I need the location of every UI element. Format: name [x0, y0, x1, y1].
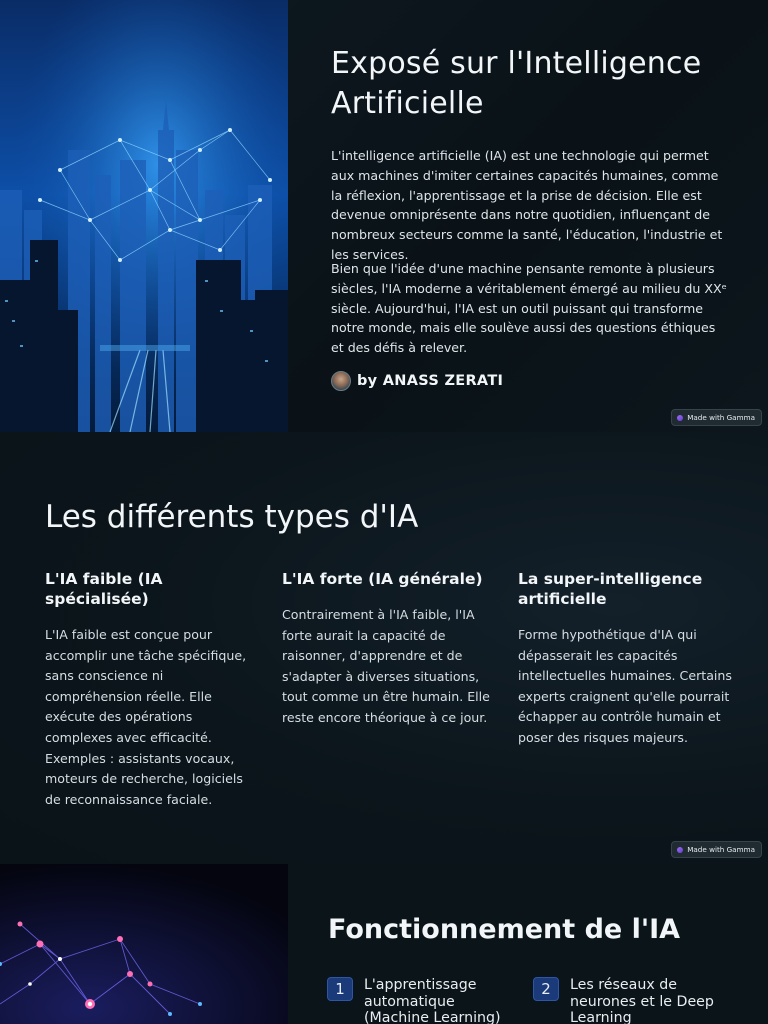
- intro-paragraph-1: L'intelligence artificielle (IA) est une technologie qui permet aux machines d'imiter certaines capacités humaines, comme la réflexion, l'apprentissage et la prise de décision. Elle est devenue omniprésente dans notre quotidien, influençant de nombreux secteurs comme la santé, l'éducation, l'industrie et les services.: [331, 148, 723, 262]
- column-body: Forme hypothétique d'IA qui dépasserait les capacités intellectuelles humaines. Certains experts craignent qu'elle pourrait échapper au contrôle humain et poser des risques majeurs.: [518, 627, 732, 745]
- neural-network-image: [0, 864, 288, 1024]
- slide-how-ai-works: [0, 864, 768, 1024]
- intro-content: [331, 44, 731, 391]
- badge-label: Made with Gamma: [687, 413, 755, 422]
- gamma-logo-icon: [677, 847, 683, 853]
- slide-intro: [0, 0, 768, 432]
- badge-label: Made with Gamma: [687, 845, 755, 854]
- column-heading: La super-intelligence artificielle: [518, 570, 703, 608]
- author-line: [331, 371, 731, 391]
- section-title: Les différents types d'IA: [45, 499, 419, 535]
- ai-type-column-weak: [45, 569, 260, 810]
- slide-ai-types: [0, 432, 768, 864]
- made-with-gamma-badge[interactable]: [671, 409, 762, 426]
- step-number-badge: 1: [327, 977, 353, 1001]
- step-item-1: [327, 977, 524, 1024]
- intro-paragraph-2: Bien que l'idée d'une machine pensante remonte à plusieurs siècles, l'IA moderne a véritablement émergé au milieu du XXᵉ siècle. Aujourd'hui, l'IA est un outil puissant qui transforme notre monde, mais elle soulève aussi des questions éthiques et des défis à relever.: [331, 261, 727, 356]
- column-heading: L'IA faible (IA spécialisée): [45, 570, 163, 608]
- column-body: L'IA faible est conçue pour accomplir une tâche spécifique, sans conscience ni compréhension réelle. Elle exécute des opérations complexes avec efficacité. Exemples : assistants vocaux, moteurs de recherche, logiciels de reconnaissance faciale.: [45, 627, 247, 807]
- page-title: Exposé sur l'Intelligence Artificielle: [331, 46, 702, 121]
- step-label: Les réseaux de neurones et le Deep Learning: [570, 977, 714, 1024]
- author-name: by ANASS ZERATI: [357, 372, 504, 389]
- ai-type-column-super: [518, 569, 733, 749]
- avatar: [331, 371, 351, 391]
- city-network-image: [0, 0, 288, 432]
- section-title: Fonctionnement de l'IA: [328, 914, 681, 945]
- step-number-badge: 2: [533, 977, 559, 1001]
- ai-type-column-strong: [282, 569, 497, 729]
- step-item-2: [533, 977, 730, 1024]
- column-heading: L'IA forte (IA générale): [282, 570, 483, 588]
- step-label: L'apprentissage automatique (Machine Learning): [364, 977, 501, 1024]
- gamma-logo-icon: [677, 415, 683, 421]
- column-body: Contrairement à l'IA faible, l'IA forte aurait la capacité de raisonner, d'apprendre et de s'adapter à diverses situations, tout comme un être humain. Elle reste encore théorique à ce jour.: [282, 607, 490, 725]
- made-with-gamma-badge[interactable]: [671, 841, 762, 858]
